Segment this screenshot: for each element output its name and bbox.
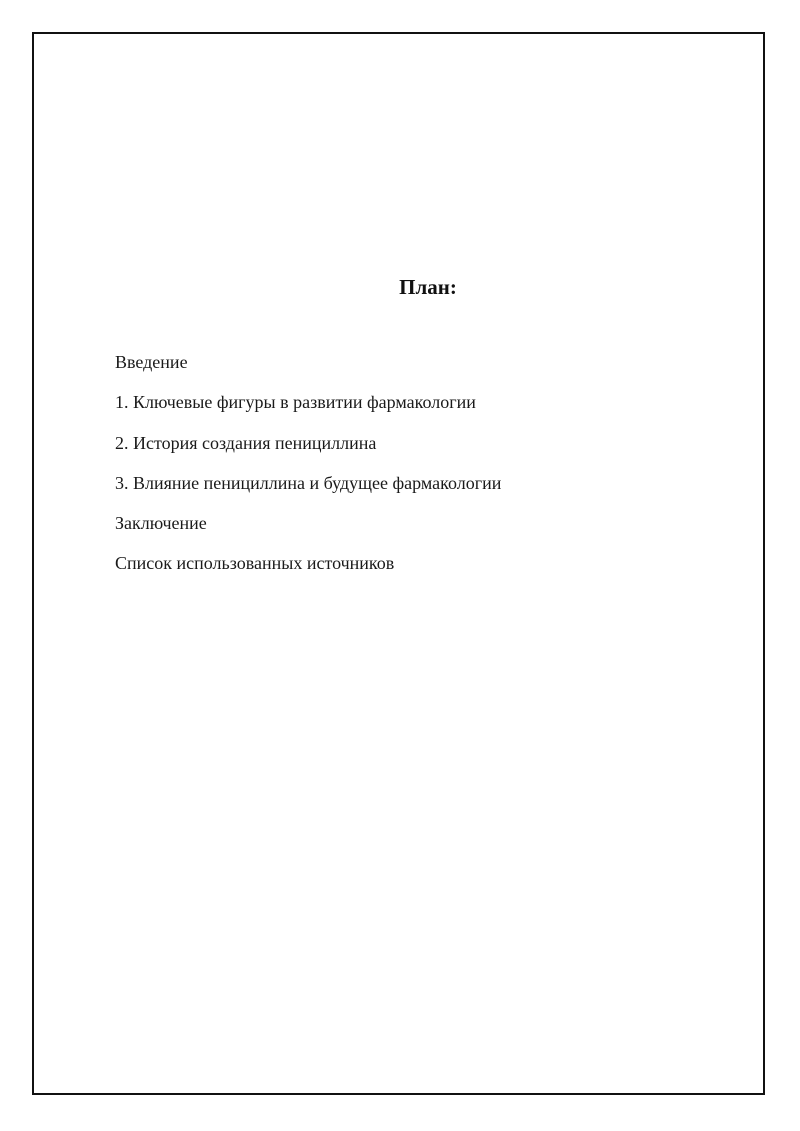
toc-item-introduction: Введение <box>115 352 188 372</box>
toc-item-chapter-1: 1. Ключевые фигуры в развитии фармакологии <box>115 392 476 413</box>
toc-item-chapter-2: 2. История создания пенициллина <box>115 432 377 453</box>
page-title: План: <box>399 275 457 299</box>
toc-item-references: Список использованных источников <box>115 553 395 574</box>
toc-item-conclusion: Заключение <box>115 513 207 534</box>
table-of-contents <box>115 349 501 591</box>
toc-item-chapter-3: 3. Влияние пенициллина и будущее фармакологии <box>115 472 502 493</box>
